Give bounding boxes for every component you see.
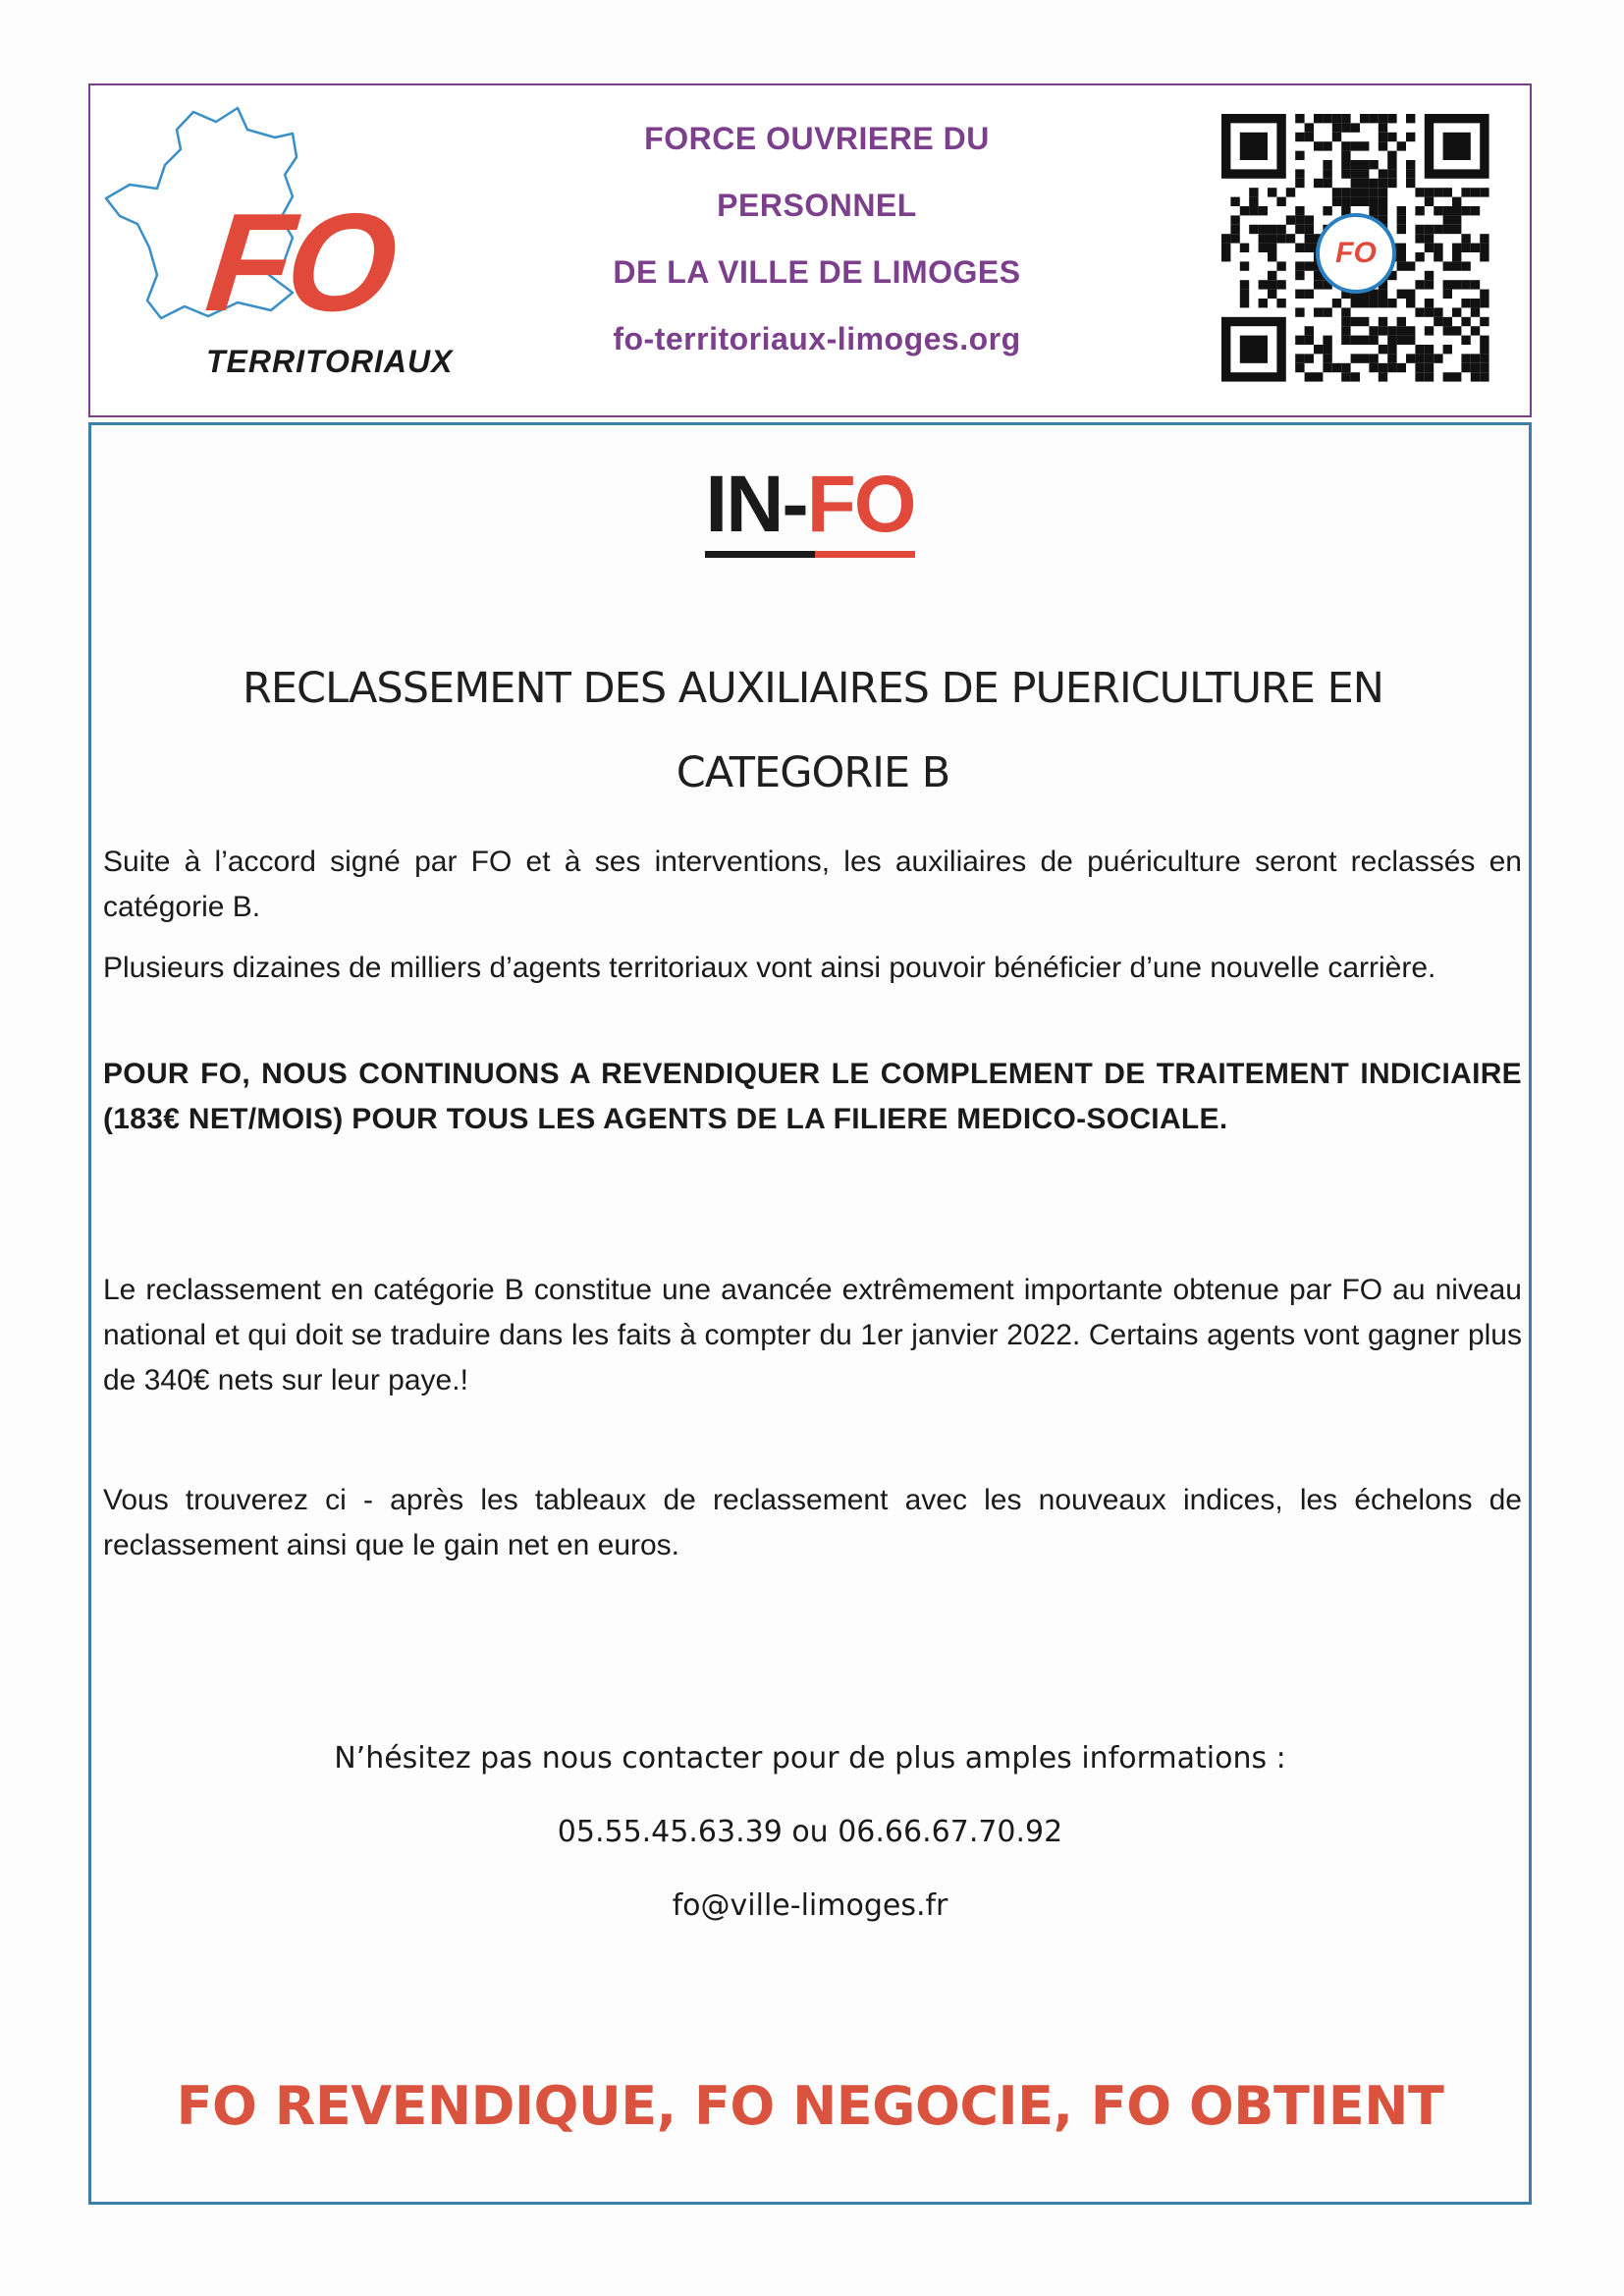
contact-phones[interactable]: 05.55.45.63.39 ou 06.66.67.70.92: [557, 1815, 1063, 1849]
main-content-box: [88, 422, 1532, 2205]
paragraph-2: Plusieurs dizaines de milliers d’agents territoriaux vont ainsi pouvoir bénéficier d’une nouvelle carrière.: [103, 952, 1436, 984]
qr-code[interactable]: [1218, 110, 1492, 395]
in-fo-logo-part1: IN-: [705, 460, 807, 549]
logo-subtitle: TERRITORIAUX: [206, 344, 454, 379]
fo-logo-text: FO: [199, 185, 399, 341]
in-fo-logo-part2: FO: [806, 460, 915, 549]
header-line-3: DE LA VILLE DE LIMOGES: [613, 254, 1021, 290]
paragraph-5: Vous trouverez ci - après les tableaux de reclassement avec les nouveaux indices, les échelons de reclassement ainsi que le gain net en euros.: [103, 1484, 1522, 1561]
page-title: [131, 646, 1495, 815]
paragraph-1: Suite à l’accord signé par FO et à ses interventions, les auxiliaires de puériculture seront reclassés en catégorie B.: [103, 846, 1522, 923]
qr-badge-text: FO: [1335, 237, 1377, 269]
paragraph-4: Le reclassement en catégorie B constitue une avancée extrêmement importante obtenue par FO au niveau national et qui doit se traduire dans les faits à compter du 1er janvier 2022. Certains agents vont gagner plus de 340€ nets sur leur paye.!: [103, 1274, 1522, 1396]
page-title-line-1: RECLASSEMENT DES AUXILIAIRES DE PUERICULTURE EN: [243, 664, 1383, 713]
in-fo-logo: [91, 460, 1529, 563]
in-fo-underline: [705, 551, 914, 558]
header-line-1: FORCE OUVRIERE DU: [644, 121, 990, 156]
slogan: FO REVENDIQUE, FO NEGOCIE, FO OBTIENT: [176, 2075, 1444, 2137]
fo-territoriaux-logo: [100, 100, 473, 405]
header-website-link[interactable]: fo-territoriaux-limoges.org: [613, 321, 1021, 356]
header-line-2: PERSONNEL: [717, 188, 917, 223]
contact-intro: N’hésitez pas nous contacter pour de plus amples informations :: [334, 1741, 1286, 1776]
paragraph-3-bold: POUR FO, NOUS CONTINUONS A REVENDIQUER LE COMPLEMENT DE TRAITEMENT INDICIAIRE (183€ NET/MOIS) POUR TOUS LES AGENTS DE LA FILIERE MEDICO-SOCIALE.: [103, 1058, 1522, 1135]
page-title-line-2: CATEGORIE B: [676, 748, 950, 797]
qr-center-badge: [1316, 213, 1396, 294]
contact-email[interactable]: fo@ville-limoges.fr: [672, 1888, 948, 1923]
header-org-info: [503, 105, 1131, 372]
header-box: [88, 83, 1532, 417]
